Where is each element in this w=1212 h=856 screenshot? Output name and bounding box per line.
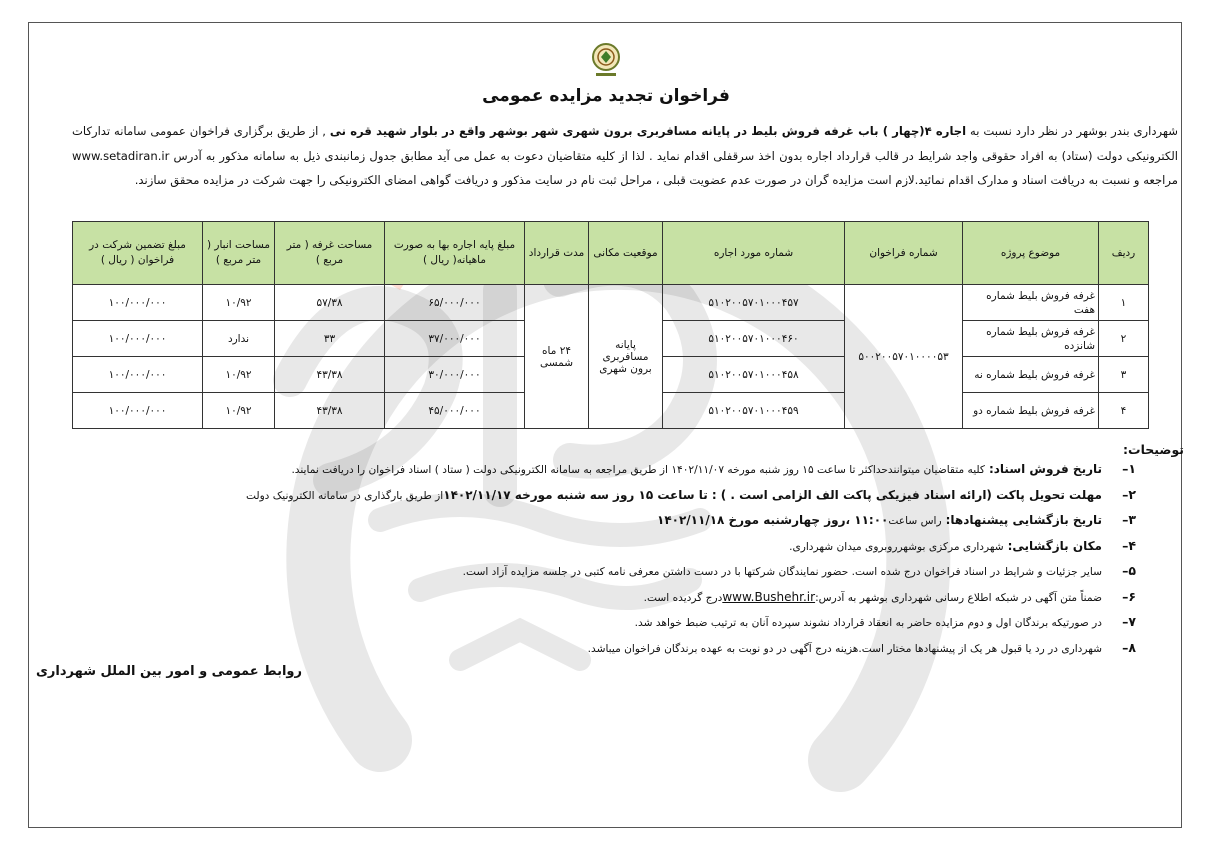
note-lead: مکان بازگشایی: [1007,538,1102,553]
note-text: شهرداری در رد یا قبول هر یک از پیشنهادها مختار است.هزینه درج آگهی در دو نوبت به عهده برندگان فراخوان میباشد. [587,642,1102,655]
note-number: ۲– [1122,486,1136,502]
cell-booth-area: ۵۷/۳۸ [275,285,385,321]
note-opening-time: ۱۱:۰۰ ،روز چهارشنبه مورخ ۱۴۰۲/۱۱/۱۸ [657,513,889,527]
cell-row-number: ۴ [1099,393,1149,429]
cell-guarantee: ۱۰۰/۰۰۰/۰۰۰ [73,285,203,321]
note-deadline: : تا ساعت ۱۵ روز سه شنبه مورخه ۱۴۰۲/۱۱/۱۷ [443,487,717,502]
note-number: ۸– [1122,639,1136,655]
header-topic: موضوع پروژه [963,222,1099,285]
note-lead: مهلت تحویل پاکت (ارائه اسناد فیزیکی پاکت الف الزامی است . ) [720,487,1102,502]
table-row [73,285,1149,321]
cell-location: پایانه مسافربری برون شهری [589,285,663,429]
note-text: درج گردیده است. [643,591,723,604]
cell-lease-number: ۵۱۰۲۰۰۵۷۰۱۰۰۰۴۶۰ [663,321,845,357]
header-duration: مدت قرارداد [525,222,589,285]
cell-lease-number: ۵۱۰۲۰۰۵۷۰۱۰۰۰۴۵۹ [663,393,845,429]
page-title: فراخوان تجدید مزایده عمومی [482,86,730,106]
cell-topic: غرفه فروش بلیط شماره هفت [963,285,1099,321]
note-number: ۱– [1122,461,1136,476]
header-guarantee: مبلغ تضمین شرکت در فراخوان ( ریال ) [73,222,203,285]
cell-topic: غرفه فروش بلیط شماره نه [963,357,1099,393]
note-text: کلیه متقاضیان میتوانندحداکثر تا ساعت ۱۵ روز شنبه مورخه ۱۴۰۲/۱۱/۰۷ از طریق مراجعه به سامانه الکترونیکی دولت ( ستاد ) اسناد فراخوان را دریافت نمایند. [291,464,985,476]
note-number: ۷– [1122,614,1136,629]
cell-topic: غرفه فروش بلیط شماره دو [963,393,1099,429]
header-lease-number: شماره مورد اجاره [663,222,845,285]
bushehr-website-link[interactable]: www.Bushehr.ir [722,589,816,604]
cell-booth-area: ۳۳ [275,321,385,357]
header-call-number: شماره فراخوان [845,222,963,285]
note-number: ۵– [1122,563,1136,578]
note-text: ضمناً متن آگهی در شبکه اطلاع رسانی شهرداری بوشهر به آدرس: [815,591,1102,604]
signature: روابط عمومی و امور بین الملل شهرداری [36,664,302,679]
note-item [246,563,1136,589]
municipality-logo [589,42,623,80]
cell-storage-area: ۱۰/۹۲ [203,393,275,429]
header-location: موقعیت مکانی [589,222,663,285]
cell-base-price: ۳۷/۰۰۰/۰۰۰ [385,321,525,357]
header-row-number: ردیف [1099,222,1149,285]
note-lead: تاریخ بازگشایی پیشنهادها: [945,513,1102,527]
cell-guarantee: ۱۰۰/۰۰۰/۰۰۰ [73,321,203,357]
note-number: ۳– [1122,512,1136,527]
note-text: شهرداری مرکزی بوشهرروبروی میدان شهرداری. [789,540,1004,553]
cell-lease-number: ۵۱۰۲۰۰۵۷۰۱۰۰۰۴۵۸ [663,357,845,393]
cell-call-number: ۵۰۰۲۰۰۵۷۰۱۰۰۰۰۵۳ [845,285,963,429]
notes-list [246,461,1136,665]
note-item [246,461,1136,487]
cell-lease-number: ۵۱۰۲۰۰۵۷۰۱۰۰۰۴۵۷ [663,285,845,321]
cell-row-number: ۳ [1099,357,1149,393]
cell-guarantee: ۱۰۰/۰۰۰/۰۰۰ [73,357,203,393]
note-item [246,640,1136,666]
cell-storage-area: ۱۰/۹۲ [203,357,275,393]
cell-storage-area: ندارد [203,321,275,357]
cell-base-price: ۶۵/۰۰۰/۰۰۰ [385,285,525,321]
note-item [246,512,1136,538]
note-text: سایر جزئیات و شرایط در اسناد فراخوان درج شده است. حضور نمایندگان شرکتها با در دست داشتن معرفی نامه کتبی در جلسه مزایده آزاد است. [462,566,1102,578]
note-item [246,538,1136,564]
setad-website-link[interactable]: www.setadiran.ir [72,148,170,163]
note-item [246,614,1136,640]
cell-booth-area: ۴۳/۳۸ [275,357,385,393]
cell-base-price: ۴۵/۰۰۰/۰۰۰ [385,393,525,429]
note-item [246,589,1136,615]
cell-row-number: ۲ [1099,321,1149,357]
auction-table [72,221,1149,429]
cell-topic: غرفه فروش بلیط شماره شانزده [963,321,1099,357]
header-base-price: مبلغ پایه اجاره بها به صورت ماهیانه( ریال ) [385,222,525,285]
table-header-row [73,222,1149,285]
note-text: در صورتیکه برندگان اول و دوم مزایده حاضر به انعقاد قرارداد نشوند سپرده آنان به ترتیب ضبط خواهد شد. [634,617,1102,629]
cell-duration: ۲۴ ماه شمسی [525,285,589,429]
note-text: راس ساعت [888,515,942,527]
note-number: ۶– [1122,588,1136,604]
intro-paragraph: شهرداری بندر بوشهر در نظر دارد نسبت به اجاره ۴(چهار ) باب غرفه فروش بلیط در پایانه مسافربری برون شهری شهر بوشهر واقع در بلوار شهید قره نی , از طریق برگزاری فراخوان عمومی سامانه تدارکات الکترونیکی دولت (ستاد) به افراد حقوقی واجد شرایط در قالب قرارداد اجاره بدون اخذ سرقفلی اقدام نماید . لذا از کلیه متقاضیان دعوت به عمل می آید مطابق جدول زمانبندی ذیل به سامانه مذکور به آدرس www.setadiran.ir مراجعه و نسبت به دریافت اسناد و مدارک اقدام نمائید.لازم است مزایده گران در صورت عدم عضویت قبلی ، مراحل ثبت نام در سایت مذکور و دریافت گواهی امضای الکترونیکی را جهت شرکت در مزایده محقق سازند. [72,124,1178,187]
header-booth-area: مساحت غرفه ( متر مربع ) [275,222,385,285]
cell-row-number: ۱ [1099,285,1149,321]
header-storage-area: مساحت انبار ( متر مربع ) [203,222,275,285]
cell-base-price: ۳۰/۰۰۰/۰۰۰ [385,357,525,393]
cell-guarantee: ۱۰۰/۰۰۰/۰۰۰ [73,393,203,429]
note-text: از طریق بارگذاری در سامانه الکترونیک دولت [245,489,444,502]
note-number: ۴– [1122,537,1136,553]
notes-title: توضیحات: [1123,442,1184,457]
note-item [246,487,1136,513]
cell-booth-area: ۴۳/۳۸ [275,393,385,429]
note-lead: تاریخ فروش اسناد: [988,462,1102,476]
cell-storage-area: ۱۰/۹۲ [203,285,275,321]
